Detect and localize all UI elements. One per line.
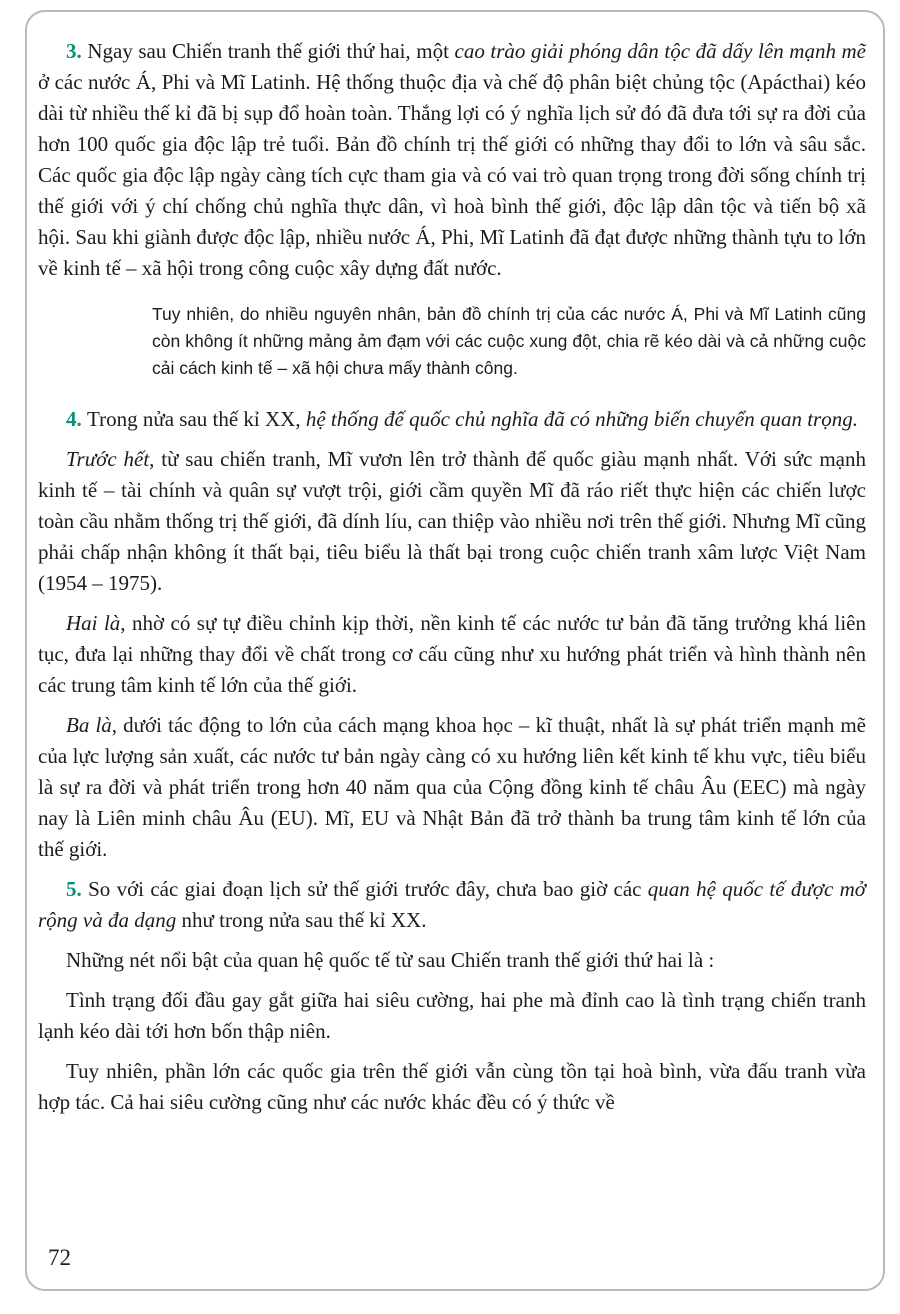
body-paragraph	[38, 404, 866, 435]
text-run: Tình trạng đối đầu gay gắt giữa hai siêu cường, hai phe mà đỉnh cao là tình trạng chiến tranh lạnh kéo dài tới hơn bốn thập niên.	[38, 988, 866, 1043]
emphasis-text: hệ thống đế quốc chủ nghĩa đã có những biến chuyển quan trọng.	[305, 407, 858, 431]
text-run: Ngay sau Chiến tranh thế giới thứ hai, một	[87, 39, 455, 63]
body-paragraph	[38, 710, 866, 865]
text-run: , từ sau chiến tranh, Mĩ vươn lên trở thành đế quốc giàu mạnh nhất. Với sức mạnh kinh tế – tài chính và quân sự vượt trội, giới cầm quyền Mĩ đã ráo riết thực hiện các chiến lược toàn cầu nhằm thống trị thế giới, đã dính líu, can thiệp vào nhiều nơi trên thế giới. Nhưng Mĩ cũng phải chấp nhận không ít thất bại, tiêu biểu là thất bại trong cuộc chiến tranh xâm lược Việt Nam (1954 – 1975).	[38, 447, 866, 595]
text-run: , dưới tác động to lớn của cách mạng khoa học – kĩ thuật, nhất là sự phát triển mạnh mẽ của lực lượng sản xuất, các nước tư bản ngày càng có xu hướng liên kết kinh tế khu vực, tiêu biểu là sự ra đời và phát triển trong hơn 40 năm qua của Cộng đồng kinh tế châu Âu (EEC) mà ngày nay là Liên minh châu Âu (EU). Mĩ, EU và Nhật Bản đã trở thành ba trung tâm kinh tế lớn của thế giới.	[38, 713, 866, 861]
text-run: ở các nước Á, Phi và Mĩ Latinh. Hệ thống thuộc địa và chế độ phân biệt chủng tộc (Apácthai) kéo dài từ nhiều thế kỉ đã bị sụp đổ hoàn toàn. Thắng lợi có ý nghĩa lịch sử đó đã đưa tới sự ra đời của hơn 100 quốc gia độc lập trẻ tuổi. Bản đồ chính trị thế giới có những thay đổi to lớn và sâu sắc. Các quốc gia độc lập ngày càng tích cực tham gia và có vai trò quan trọng trong đời sống chính trị thế giới với ý chí chống chủ nghĩa thực dân, vì hoà bình thế giới, độc lập dân tộc và tiến bộ xã hội. Sau khi giành được độc lập, nhiều nước Á, Phi, Mĩ Latinh đã đạt được những thành tựu to lớn về kinh tế – xã hội trong công cuộc xây dựng đất nước.	[38, 70, 866, 280]
text-run: Tuy nhiên, phần lớn các quốc gia trên thế giới vẫn cùng tồn tại hoà bình, vừa đấu tranh vừa hợp tác. Cả hai siêu cường cũng như các nước khác đều có ý thức về	[38, 1059, 866, 1114]
page-content	[38, 36, 866, 1118]
body-paragraph	[38, 945, 866, 976]
text-run: Tuy nhiên, do nhiều nguyên nhân, bản đồ chính trị của các nước Á, Phi và Mĩ Latinh cũng còn không ít những mảng ảm đạm với các cuộc xung đột, chia rẽ kéo dài và cả những cuộc cải cách kinh tế – xã hội chưa mấy thành công.	[152, 304, 866, 378]
text-run: So với các giai đoạn lịch sử thế giới trước đây, chưa bao giờ các	[88, 877, 648, 901]
page-number: 72	[48, 1245, 71, 1270]
text-run: , nhờ có sự tự điều chỉnh kịp thời, nền kinh tế các nước tư bản đã tăng trưởng khá liên tục, đưa lại những thay đổi về chất trong cơ cấu cũng như xu hướng phát triển và hình thành nên các trung tâm kinh tế lớn của thế giới.	[38, 611, 866, 697]
section-number: 5.	[66, 877, 89, 901]
text-run: Trong nửa sau thế kỉ XX,	[87, 407, 306, 431]
body-paragraph	[38, 1056, 866, 1118]
body-paragraph	[38, 444, 866, 599]
emphasis-text: Hai là	[66, 611, 121, 635]
body-paragraph	[38, 985, 866, 1047]
emphasis-text: cao trào giải phóng dân tộc đã dấy lên mạnh mẽ	[454, 39, 867, 63]
body-paragraph	[38, 36, 866, 284]
section-number: 3.	[66, 39, 88, 63]
emphasis-text: quan hệ quốc tế được mở rộng và đa dạng	[38, 877, 867, 932]
text-run: Những nét nổi bật của quan hệ quốc tế từ sau Chiến tranh thế giới thứ hai là :	[66, 948, 715, 972]
text-run: như trong nửa sau thế kỉ XX.	[176, 908, 427, 932]
emphasis-text: Trước hết	[66, 447, 150, 471]
emphasis-text: Ba là	[66, 713, 112, 737]
body-paragraph	[38, 608, 866, 701]
body-paragraph	[38, 874, 866, 936]
section-number: 4.	[66, 407, 87, 431]
note-paragraph	[152, 301, 866, 382]
page-border-frame	[25, 10, 885, 1291]
